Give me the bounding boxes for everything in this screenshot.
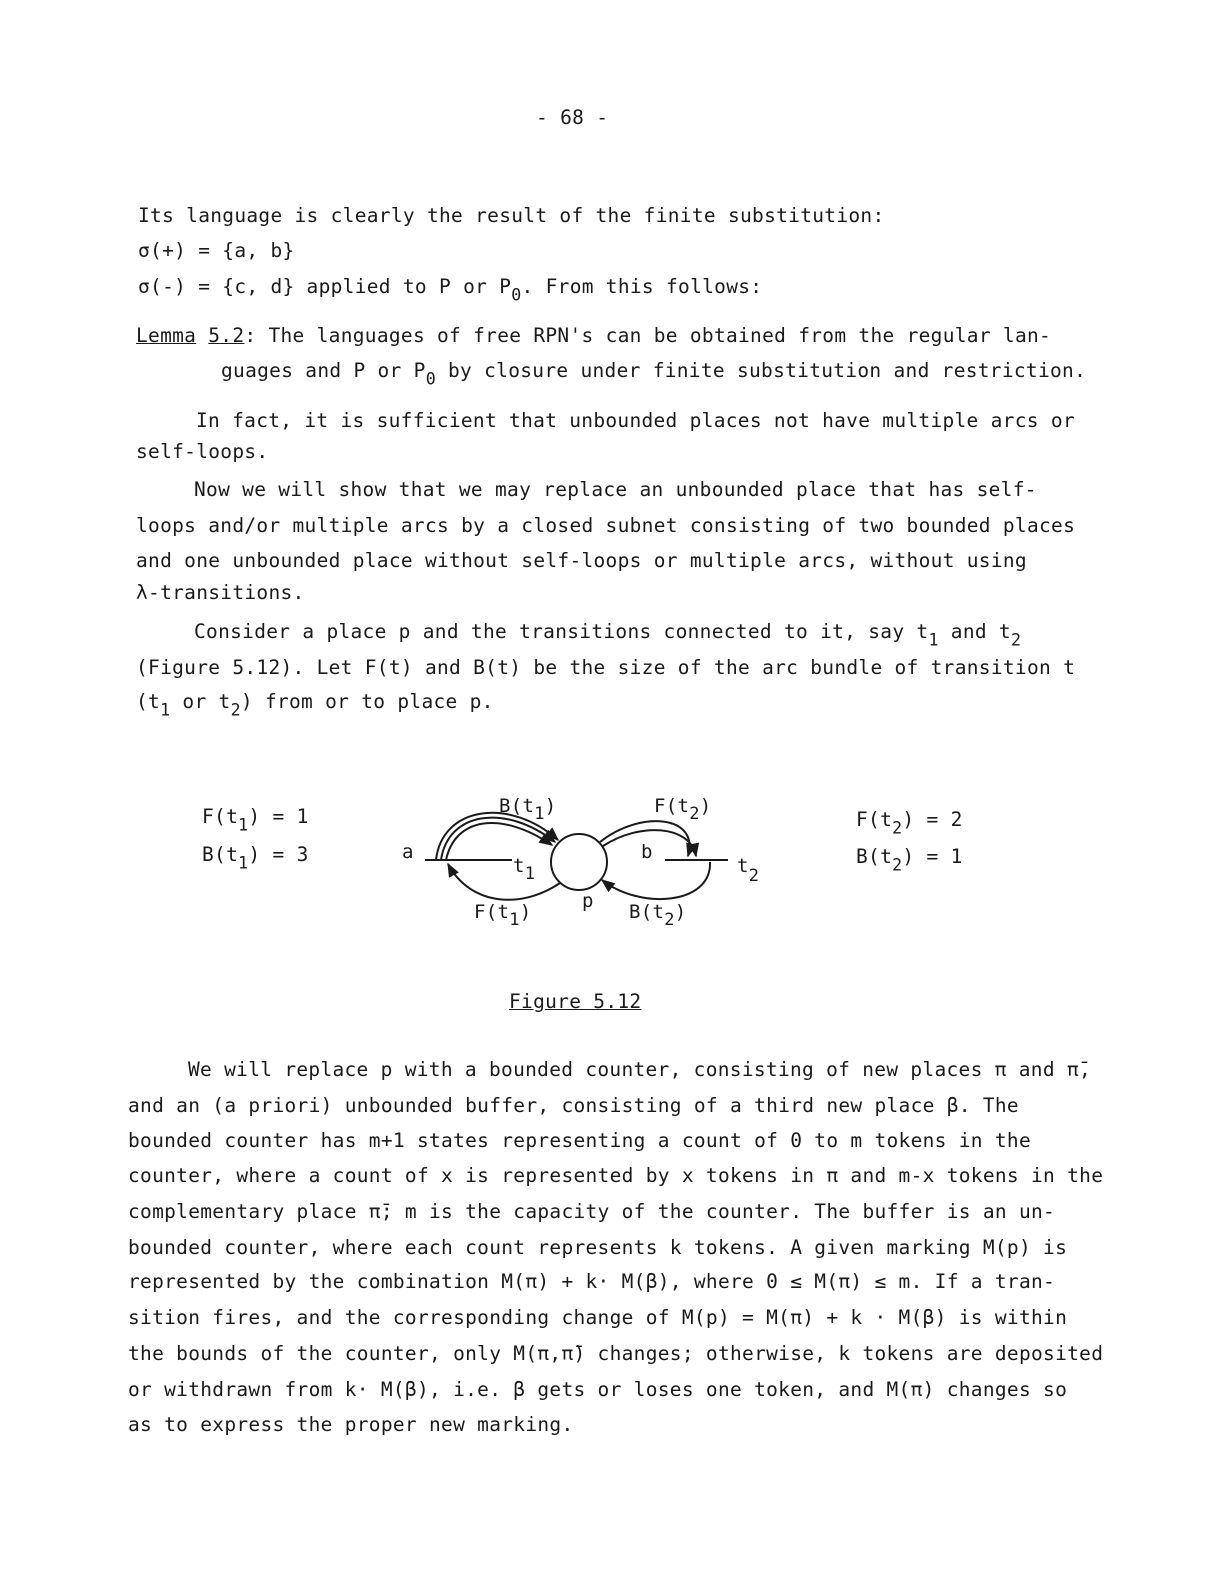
figure-caption: Figure 5.12	[509, 990, 642, 1013]
intro-line-1: Its language is clearly the result of the finite substitution:	[138, 204, 885, 227]
para3-line-2: (Figure 5.12). Let F(t) and B(t) be the size of the arc bundle of transition t	[136, 656, 1076, 679]
para4-line-2: and an (a priori) unbounded buffer, consisting of a third new place β. The	[128, 1094, 1019, 1117]
para3-line-3: ($t_1$ or $t_2$) from or to place p.	[136, 690, 494, 720]
arc-f-t2-1	[600, 821, 690, 856]
label-p: p	[582, 890, 594, 912]
para4-line-4: counter, where a count of x is represented by x tokens in π and m-x tokens in the	[128, 1164, 1104, 1187]
label-arc-b-t2: B(t2)	[629, 901, 687, 930]
label-a: a	[402, 841, 414, 863]
left-b-t1-value: $B(t_1) = 3$	[202, 843, 309, 873]
right-f-t2-value: $F(t_2) = 2$	[856, 808, 963, 838]
label-arc-f-t2: F(t2)	[654, 795, 712, 824]
place-p	[551, 834, 607, 890]
arc-b-t1-3	[436, 813, 558, 860]
para4-line-9: the bounds of the counter, only M(π,π̄) changes; otherwise, k tokens are deposited	[128, 1342, 1104, 1365]
para4-line-11: as to express the proper new marking.	[128, 1413, 574, 1436]
para2-line-4: λ-transitions.	[136, 581, 305, 604]
para2-line-2: loops and/or multiple arcs by a closed subnet consisting of two bounded places	[136, 514, 1076, 537]
page-number: - 68 -	[536, 106, 609, 129]
label-t2: t2	[737, 855, 760, 886]
label-arc-f-t1: F(t1)	[474, 901, 532, 930]
left-f-t1-value: $F(t_1) = 1$	[202, 805, 309, 835]
arc-f-t1	[448, 864, 560, 900]
para4-line-6: bounded counter, where each count represents k tokens. A given marking M(p) is	[128, 1236, 1068, 1259]
para2-line-1: Now we will show that we may replace an unbounded place that has self-	[194, 478, 1037, 501]
arc-b-t2	[602, 862, 710, 899]
lemma-line-1: Lemma 5.2: The languages of free RPN's can be obtained from the regular lan-	[136, 324, 1052, 347]
para4-line-1: We will replace p with a bounded counter, consisting of new places π and π̄,	[188, 1058, 1091, 1081]
lemma-number: 5.2	[208, 324, 245, 347]
right-b-t2-value: $B(t_2) = 1$	[856, 845, 963, 875]
para4-line-7: represented by the combination M(π) + k· M(β), where 0 ≤ M(π) ≤ m. If a tran-	[128, 1270, 1056, 1293]
para3-line-1: Consider a place p and the transitions connected to it, say $t_1$ and $t_2$	[194, 620, 1022, 650]
sigma-minus: σ(-) = {c, d} applied to P or $P_0$. From this follows:	[138, 275, 763, 305]
label-t1: t1	[513, 855, 536, 884]
para4-line-10: or withdrawn from k· M(β), i.e. β gets or loses one token, and M(π) changes so	[128, 1378, 1068, 1401]
arc-b-t1-2	[441, 818, 555, 860]
para1-line-2: self-loops.	[136, 440, 269, 463]
lemma-line-2: guages and P or $P_0$ by closure under finite substitution and restriction.	[221, 359, 1087, 389]
para4-line-8: sition fires, and the corresponding change of M(p) = M(π) + k · M(β) is within	[128, 1306, 1068, 1329]
para4-line-3: bounded counter has m+1 states representing a count of 0 to m tokens in the	[128, 1129, 1031, 1152]
para2-line-3: and one unbounded place without self-loops or multiple arcs, without using	[136, 549, 1027, 572]
arc-f-t2-2	[603, 830, 696, 856]
arc-b-t1-1	[446, 823, 552, 860]
label-arc-b-t1: B(t1)	[499, 795, 557, 824]
sigma-plus: σ(+) = {a, b}	[138, 239, 295, 262]
lemma-label: Lemma	[136, 324, 197, 347]
label-b: b	[641, 841, 653, 863]
para4-line-5: complementary place π̄; m is the capacity of the counter. The buffer is an un-	[128, 1200, 1056, 1223]
para1-line-1: In fact, it is sufficient that unbounded places not have multiple arcs or	[196, 409, 1075, 432]
